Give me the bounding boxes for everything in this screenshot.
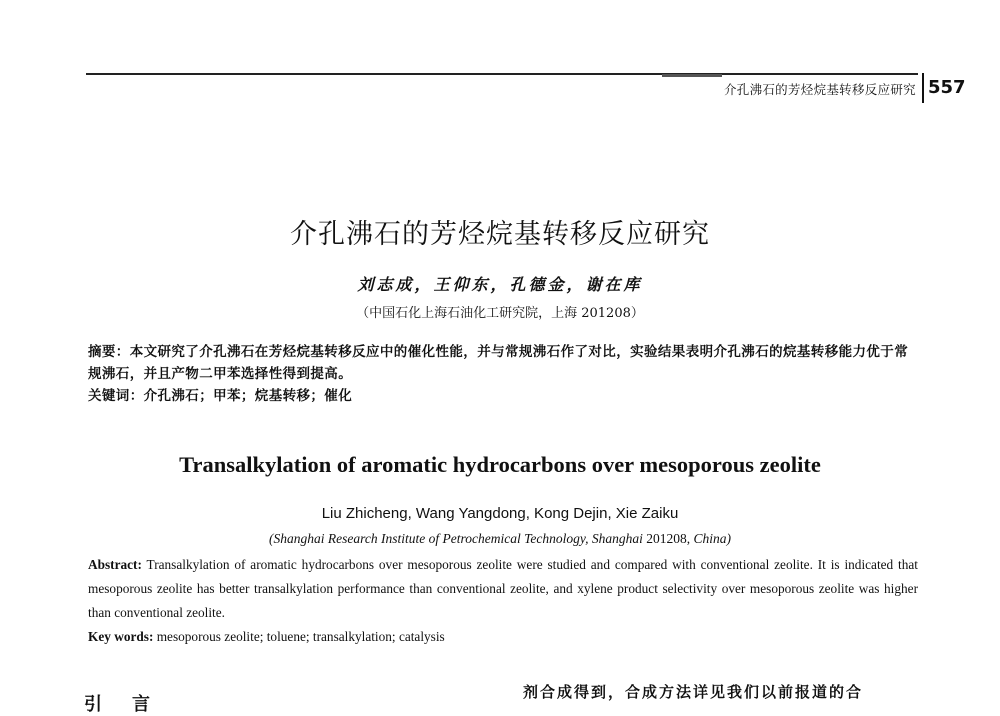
english-abstract-text: Transalkylation of aromatic hydrocarbons over mesoporous zeolite were studied and compared with conventional zeolite. It is indicated that mesoporous zeolite has better transalkylation performance than conventional zeolite, and xylene product selectivity over mesoporous zeolite was higher than conventional zeolite.: [88, 557, 918, 620]
chinese-affiliation: （中国石化上海石油化工研究院，上海 201208）: [356, 306, 644, 321]
english-title: Transalkylation of aromatic hydrocarbons over mesoporous zeolite: [179, 452, 821, 477]
header-divider: [922, 73, 924, 103]
section-heading: 引言: [84, 694, 180, 715]
chinese-abstract-text: 本文研究了介孔沸石在芳烃烷基转移反应中的催化性能，并与常规沸石作了对比，实验结果表明介孔沸石的烷基转移能力优于常规沸石，并且产物二甲苯选择性得到提高。: [88, 344, 909, 382]
english-affiliation-institute: (Shanghai Research Institute of Petrochemical Technology, Shanghai: [269, 531, 643, 546]
chinese-title: 介孔沸石的芳烃烷基转移反应研究: [290, 219, 710, 250]
chinese-keywords-label: 关键词：: [88, 388, 144, 404]
chinese-keywords-text: 介孔沸石；甲苯；烷基转移；催化: [143, 388, 353, 404]
header-rule: [86, 73, 918, 75]
header-rule-shade: [662, 74, 722, 77]
chinese-abstract: [88, 341, 918, 385]
chinese-keywords: [88, 385, 918, 407]
english-abstract: [88, 553, 918, 625]
english-keywords-label: Key words:: [88, 629, 154, 644]
english-authors: Liu Zhicheng, Wang Yangdong, Kong Dejin, Xie Zaiku: [321, 505, 679, 522]
english-abstract-block: [88, 553, 918, 649]
english-affiliation-code: 201208,: [642, 531, 694, 546]
english-keywords: [88, 625, 918, 649]
english-keywords-text: mesoporous zeolite; toluene; transalkylation; catalysis: [153, 629, 445, 644]
chinese-abstract-label: 摘要：: [88, 344, 130, 360]
english-affiliation-country: China): [693, 531, 731, 546]
chinese-authors: 刘志成，王仰东，孔德金，谢在库: [357, 275, 643, 294]
english-affiliation: [0, 531, 1000, 547]
english-abstract-label: Abstract:: [88, 557, 142, 572]
body-first-line: 剂合成得到，合成方法详见我们以前报道的合: [523, 683, 864, 701]
page-number: 557: [928, 77, 966, 98]
chinese-abstract-block: [88, 341, 918, 407]
running-header-title: 介孔沸石的芳烃烷基转移反应研究: [723, 82, 916, 97]
